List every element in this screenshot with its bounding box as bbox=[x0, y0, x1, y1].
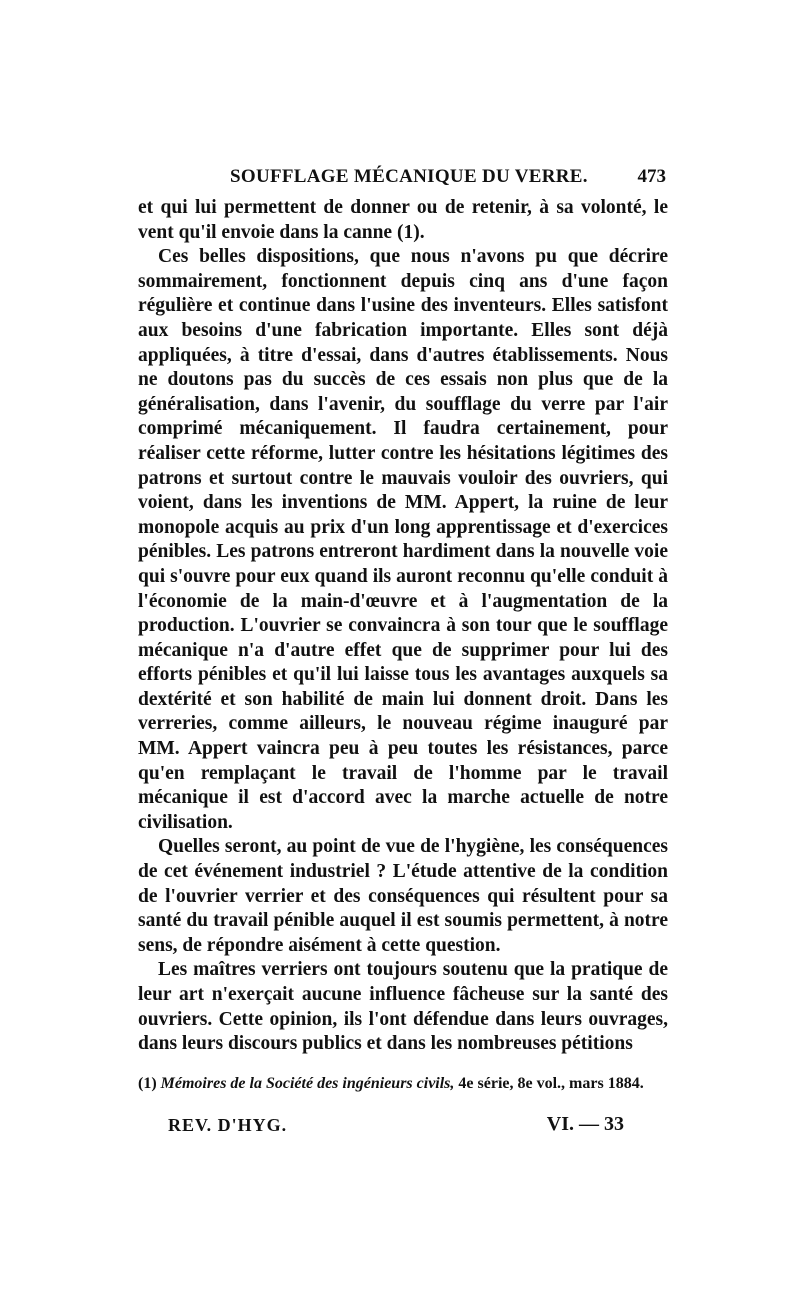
page-header bbox=[138, 166, 668, 190]
footnote-marker: (1) bbox=[138, 1075, 157, 1092]
footnote bbox=[138, 1074, 668, 1094]
page-number: 473 bbox=[637, 166, 666, 187]
sheet-signature: VI. — 33 bbox=[546, 1113, 624, 1135]
footnote-source-title: Mémoires de la Société des ingénieurs civils, bbox=[160, 1075, 455, 1092]
paragraph: Quelles seront, au point de vue de l'hygiène, les conséquences de cet événement industriel ? L'étude attentive de la condition de l'ouvrier verrier et des conséquences qui résultent pour sa santé du travail pénible auquel il est soumis permettent, à notre sens, de répondre aisément à cette question. bbox=[138, 836, 668, 956]
paragraph-continuation: et qui lui permettent de donner ou de retenir, à sa volonté, le vent qu'il envoie dans la canne (1). bbox=[138, 197, 668, 243]
paragraph: Ces belles dispositions, que nous n'avons pu que décrire sommairement, fonctionnent depuis cinq ans d'une façon régulière et continue dans l'usine des inventeurs. Elles satisfont aux besoins d'une fabrication importante. Elles sont déjà appliquées, à titre d'essai, dans d'autres établissements. Nous ne doutons pas du succès de ces essais non plus que de la généralisation, dans l'avenir, du soufflage du verre par l'air comprimé mécaniquement. Il faudra certainement, pour réaliser cette réforme, lutter contre les hésitations légitimes des patrons et surtout contre le mauvais vouloir des ouvriers, qui voient, dans les inventions de MM. Appert, la ruine de leur monopole acquis au prix d'un long apprentissage et d'exercices pénibles. Les patrons entreront hardiment dans la nouvelle voie qui s'ouvre pour eux quand ils auront reconnu qu'elle conduit à l'économie de la main-d'œuvre et à l'augmentation de la production. L'ouvrier se convaincra à son tour que le soufflage mécanique n'a d'autre effet que de supprimer pour lui des efforts pénibles et qu'il lui laisse tous les avantages auxquels sa dextérité et son habilité de main lui donnent droit. Dans les verreries, comme ailleurs, le nouveau régime inauguré par MM. Appert vaincra peu à peu toutes les résistances, parce qu'en remplaçant le travail de l'homme par le travail mécanique il est d'accord avec la marche actuelle de notre civilisation. bbox=[138, 246, 668, 833]
running-title: SOUFFLAGE MÉCANIQUE DU VERRE. bbox=[230, 166, 588, 187]
footnote-details: 4e série, 8e vol., mars 1884. bbox=[458, 1075, 644, 1092]
body-text bbox=[138, 196, 668, 1057]
paragraph: Les maîtres verriers ont toujours soutenu que la pratique de leur art n'exerçait aucune influence fâcheuse sur la santé des ouvriers. Cette opinion, ils l'ont défendue dans leurs ouvrages, dans leurs discours publics et dans les nombreuses pétitions bbox=[138, 959, 668, 1055]
signature-line bbox=[168, 1113, 624, 1139]
journal-abbreviation: REV. D'HYG. bbox=[168, 1115, 288, 1135]
